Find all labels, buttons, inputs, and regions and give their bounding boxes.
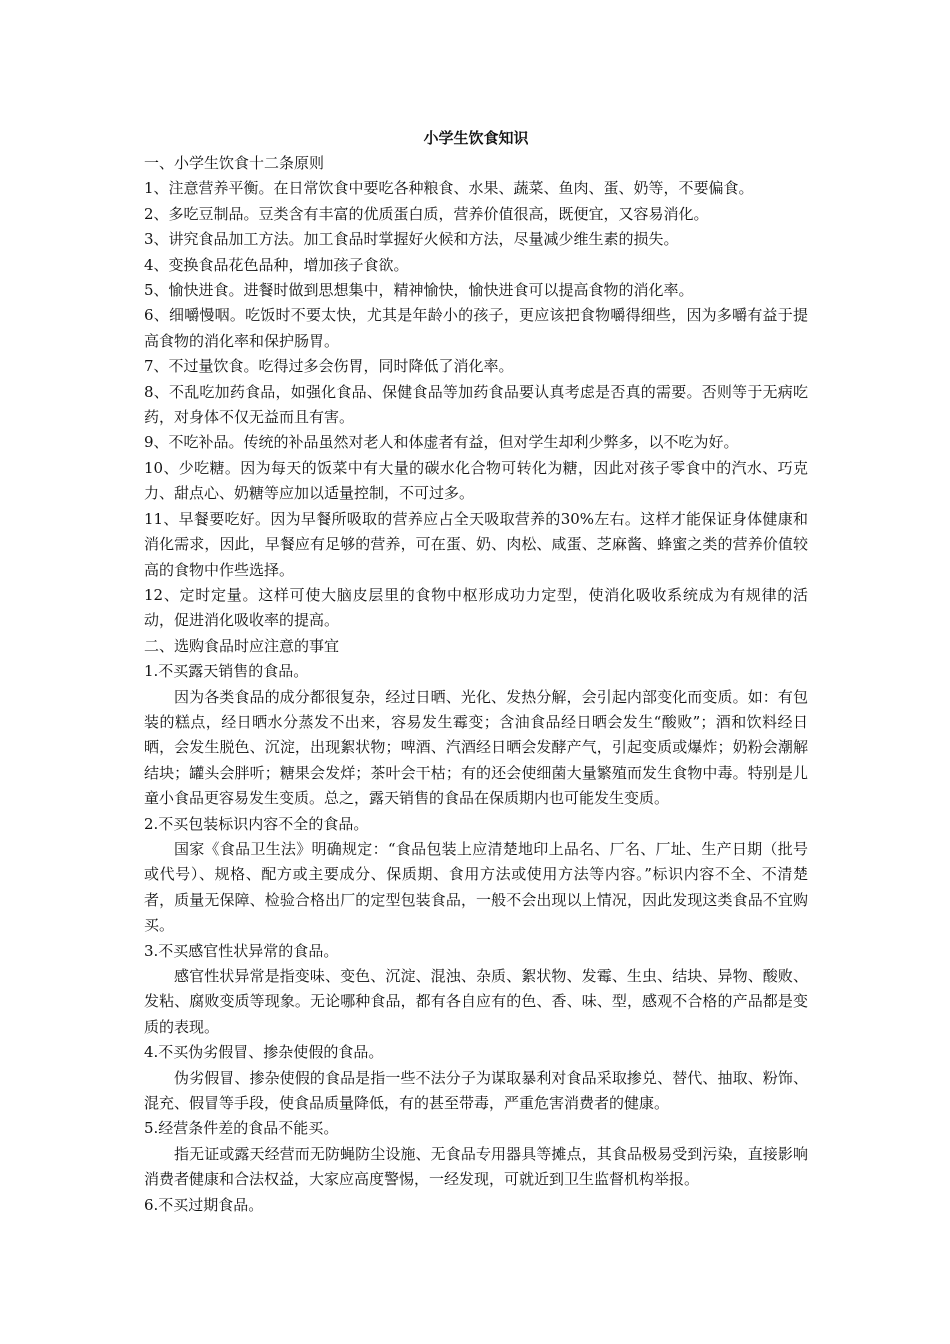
- subsection-title: 4.不买伪劣假冒、掺杂使假的食品。: [144, 1043, 384, 1062]
- subsection-title: 5.经营条件差的食品不能买。: [144, 1119, 339, 1138]
- subsection-body: 因为各类食品的成分都很复杂，经过日晒、光化、发热分解，会引起内部变化而变质。如：有包装的糕点，经日晒水分蒸发不出来，容易发生霉变；含油食品经日晒会发生“酸败”；酒和饮料经日晒，会发生脱色、沉淀，出现絮状物；啤酒、汽酒经日晒会发酵产气，引起变质或爆炸；奶粉会潮解结块；罐头会胖听；糖果会发烊；茶叶会干枯；有的还会使细菌大量繁殖而发生食物中毒。特别是儿童小食品更容易发生变质。总之，露天销售的食品在保质期内也可能发生变质。: [144, 687, 808, 808]
- list-item: 5、愉快进食。进餐时做到思想集中，精神愉快，愉快进食可以提高食物的消化率。: [144, 281, 694, 300]
- list-item: 7、不过量饮食。吃得过多会伤胃，同时降低了消化率。: [144, 357, 514, 376]
- list-item: 10、少吃糖。因为每天的饭菜中有大量的碳水化合物可转化为糖，因此对孩子零食中的汽水、巧克力、甜点心、奶糖等应加以适量控制，不可过多。: [144, 458, 808, 503]
- subsection-title: 6.不买过期食品。: [144, 1195, 264, 1214]
- subsection-body: 国家《食品卫生法》明确规定：“食品包装上应清楚地印上品名、厂名、厂址、生产日期（批号或代号）、规格、配方或主要成分、保质期、食用方法或使用方法等内容。”标识内容不全、不清楚者，质量无保障、检验合格出厂的定型包装食品，一般不会出现以上情况，因此发现这类食品不宜购买。: [144, 839, 808, 935]
- subsection-title: 2.不买包装标识内容不全的食品。: [144, 814, 369, 833]
- section-heading: 一、小学生饮食十二条原则: [144, 154, 325, 172]
- subsection-body: 指无证或露天经营而无防蝇防尘设施、无食品专用器具等摊点，其食品极易受到污染，直接影响消费者健康和合法权益，大家应高度警惕，一经发现，可就近到卫生监督机构举报。: [144, 1144, 808, 1189]
- list-item: 6、细嚼慢咽。吃饭时不要太快，尤其是年龄小的孩子，更应该把食物嚼得细些，因为多嚼有益于提高食物的消化率和保护肠胃。: [144, 306, 808, 350]
- subsection-title: 1.不买露天销售的食品。: [144, 662, 309, 681]
- list-item: 2、多吃豆制品。豆类含有丰富的优质蛋白质，营养价值很高，既便宜，又容易消化。: [144, 204, 709, 223]
- subsection-title: 3.不买感官性状异常的食品。: [144, 941, 339, 960]
- document-title: 小学生饮食知识: [423, 129, 529, 147]
- document-page: [144, 126, 808, 1218]
- list-item: 11、早餐要吃好。因为早餐所吸取的营养应占全天吸取营养的30%左右。这样才能保证身体健康和消化需求，因此，早餐应有足够的营养，可在蛋、奶、肉松、咸蛋、芝麻酱、蜂蜜之类的营养价值较高的食物中作些选择。: [144, 509, 808, 579]
- list-item: 1、注意营养平衡。在日常饮食中要吃各种粮食、水果、蔬菜、鱼肉、蛋、奶等，不要偏食。: [144, 179, 754, 198]
- subsection-body: 感官性状异常是指变味、变色、沉淀、混浊、杂质、絮状物、发霉、生虫、结块、异物、酸败、发粘、腐败变质等现象。无论哪种食品，都有各自应有的色、香、味、型，感观不合格的产品都是变质的表现。: [144, 967, 808, 1036]
- list-item: 4、变换食品花色品种，增加孩子食欲。: [144, 255, 409, 274]
- subsection-body: 伪劣假冒、掺杂使假的食品是指一些不法分子为谋取暴利对食品采取掺兑、替代、抽取、粉饰、混充、假冒等手段，使食品质量降低，有的甚至带毒，严重危害消费者的健康。: [144, 1068, 808, 1113]
- list-item: 8、不乱吃加药食品，如强化食品、保健食品等加药食品要认真考虑是否真的需要。否则等于无病吃药，对身体不仅无益而且有害。: [144, 382, 808, 427]
- section-heading: 二、选购食品时应注意的事宜: [144, 636, 340, 655]
- list-item: 12、定时定量。这样可使大脑皮层里的食物中枢形成功力定型，使消化吸收系统成为有规律的活动，促进消化吸收率的提高。: [144, 585, 808, 630]
- list-item: 9、不吃补品。传统的补品虽然对老人和体虚者有益，但对学生却利少弊多，以不吃为好。: [144, 433, 739, 452]
- list-item: 3、讲究食品加工方法。加工食品时掌握好火候和方法，尽量减少维生素的损失。: [144, 230, 679, 249]
